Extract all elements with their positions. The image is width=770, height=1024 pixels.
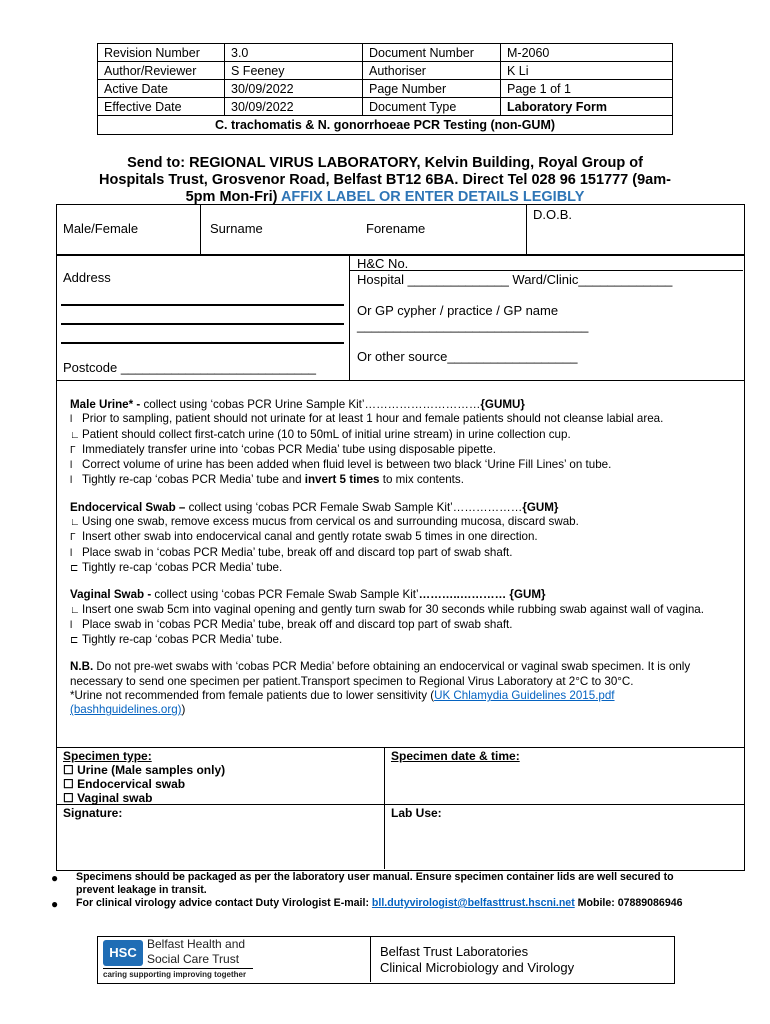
- list-item: ∟ Insert one swab 5cm into vaginal opening and gently turn swab for 30 seconds while rubbing swab against wall of vagina.: [70, 602, 704, 616]
- document-metadata-table: [97, 43, 673, 135]
- bullet-icon: ●: [51, 897, 59, 911]
- list-item: l Tightly re-cap ‘cobas PCR Media’ tube and invert 5 times to mix contents.: [70, 473, 464, 487]
- effective-date-value: 30/09/2022: [225, 98, 363, 116]
- hsc-logo: HSC: [103, 940, 143, 966]
- form-title: C. trachomatis & N. gonorrhoeae PCR Testing (non-GUM): [98, 116, 673, 135]
- affix-label-notice: AFFIX LABEL OR ENTER DETAILS LEGIBLY: [280, 189, 585, 205]
- duty-virologist-email-link[interactable]: bll.dutyvirologist@belfasttrust.hscni.net: [371, 897, 575, 909]
- list-item: l Correct volume of urine has been added when fluid level is between two black ‘Urine Fill Lines’ on tube.: [70, 458, 612, 472]
- authoriser-label: Authoriser: [363, 62, 501, 80]
- department-name: Clinical Microbiology and Virology: [380, 960, 575, 975]
- authoriser-value: K Li: [501, 62, 673, 80]
- list-item: Γ Immediately transfer urine into ‘cobas PCR Media’ tube using disposable pipette.: [70, 442, 496, 456]
- forename-field[interactable]: Forename: [366, 221, 426, 236]
- list-item: ⊏ Tightly re-cap ‘cobas PCR Media’ tube.: [70, 560, 283, 574]
- other-source-field[interactable]: Or other source__________________: [357, 349, 578, 364]
- document-type-value: Laboratory Form: [501, 98, 673, 116]
- list-item: ∟ Patient should collect first-catch urine (10 to 50mL of initial urine stream) in urine collection cup.: [70, 427, 571, 441]
- document-type-label: Document Type: [363, 98, 501, 116]
- document-number-value: M-2060: [501, 44, 673, 62]
- nb-note: N.B. Do not pre-wet swabs with ‘cobas PCR Media’ before obtaining an endocervical or vaginal swab specimen. It is only necessary to send one specimen per patient.Transport specimen to Regional Virus Laboratory at 2°C to 30°C.: [70, 660, 691, 688]
- send-to-address: [40, 155, 730, 206]
- list-item: l Prior to sampling, patient should not urinate for at least 1 hour and female patients should not cleanse labial area.: [70, 412, 664, 426]
- address-line: [61, 304, 344, 306]
- vaginal-swab-heading: Vaginal Swab - collect using ‘cobas PCR Female Swab Sample Kit’………..………… {GUM}: [70, 588, 546, 602]
- urine-checkbox[interactable]: ☐ Urine (Male samples only): [63, 763, 226, 777]
- address-line: [61, 342, 344, 344]
- sex-field[interactable]: Male/Female: [63, 221, 139, 236]
- lab-use-field: Lab Use:: [391, 806, 442, 820]
- surname-field[interactable]: Surname: [210, 221, 263, 236]
- active-date-label: Active Date: [98, 80, 225, 98]
- vaginal-checkbox[interactable]: ☐ Vaginal swab: [63, 791, 153, 805]
- postcode-field[interactable]: Postcode ___________________________: [63, 360, 317, 375]
- chlamydia-guidelines-link[interactable]: UK Chlamydia Guidelines 2015.pdf (bashhguidelines.org): [70, 689, 615, 717]
- address-line: [61, 323, 344, 325]
- send-to-line-1: Send to: REGIONAL VIRUS LABORATORY, Kelvin Building, Royal Group of: [127, 155, 643, 171]
- author-value: S Feeney: [225, 62, 363, 80]
- trust-tagline: caring supporting improving together: [103, 970, 247, 979]
- specimen-type-label: Specimen type:: [63, 749, 152, 763]
- endocervical-checkbox[interactable]: ☐ Endocervical swab: [63, 777, 186, 791]
- revision-number-value: 3.0: [225, 44, 363, 62]
- packaging-note: Specimens should be packaged as per the laboratory user manual. Ensure specimen container lids are well secured to prevent leakage in transit.: [76, 871, 674, 896]
- document-number-label: Document Number: [363, 44, 501, 62]
- endocervical-swab-heading: Endocervical Swab – collect using ‘cobas PCR Female Swab Sample Kit’………………{GUM}: [70, 500, 559, 514]
- list-item: ∟ Using one swab, remove excess mucus from cervical os and surrounding mucosa, discard swab.: [70, 515, 579, 529]
- author-label: Author/Reviewer: [98, 62, 225, 80]
- specimen-date-time-field[interactable]: Specimen date & time:: [391, 749, 520, 763]
- list-item: ⊏ Tightly re-cap ‘cobas PCR Media’ tube.: [70, 633, 283, 647]
- trust-name: Belfast Health and Social Care Trust: [147, 937, 246, 966]
- urine-sensitivity-note: *Urine not recommended from female patients due to lower sensitivity (UK Chlamydia Guidelines 2015.pdf (bashhguidelines.org)): [70, 689, 615, 717]
- dob-field[interactable]: D.O.B.: [533, 207, 573, 222]
- revision-number-label: Revision Number: [98, 44, 225, 62]
- hospital-ward-field[interactable]: Hospital ______________ Ward/Clinic_____________: [357, 272, 673, 287]
- page-number-value: Page 1 of 1: [501, 80, 673, 98]
- signature-field[interactable]: Signature:: [63, 806, 123, 820]
- hc-number-field[interactable]: H&C No.: [357, 256, 409, 271]
- specimen-type-section: [63, 749, 225, 805]
- send-to-line-3: 5pm Mon-Fri): [185, 189, 278, 205]
- lab-name: Belfast Trust Laboratories: [380, 944, 529, 959]
- list-item: Γ Insert other swab into endocervical canal and gently rotate swab 5 times in one direction.: [70, 530, 538, 544]
- male-urine-heading: Male Urine* - collect using ‘cobas PCR Urine Sample Kit’…………………………{GUMU}: [70, 398, 525, 411]
- list-item: l Place swab in ‘cobas PCR Media’ tube, break off and discard top part of swab shaft.: [70, 617, 513, 631]
- virology-contact: For clinical virology advice contact Duty Virologist E-mail: bll.dutyvirologist@belfasttrust.hscni.net Mobile: 07889086946: [76, 897, 683, 909]
- page-number-label: Page Number: [363, 80, 501, 98]
- list-item: l Place swab in ‘cobas PCR Media’ tube, break off and discard top part of swab shaft.: [70, 545, 513, 559]
- active-date-value: 30/09/2022: [225, 80, 363, 98]
- collection-instructions: [70, 398, 710, 718]
- gp-line: ________________________________: [357, 318, 589, 333]
- lab-department: [380, 944, 574, 976]
- effective-date-label: Effective Date: [98, 98, 225, 116]
- send-to-line-2: Hospitals Trust, Grosvenor Road, Belfast BT12 6BA. Direct Tel 028 96 151777 (9am-: [99, 172, 671, 188]
- address-field[interactable]: Address: [63, 270, 111, 285]
- bullet-icon: ●: [51, 871, 59, 885]
- gp-field[interactable]: Or GP cypher / practice / GP name: [357, 303, 559, 318]
